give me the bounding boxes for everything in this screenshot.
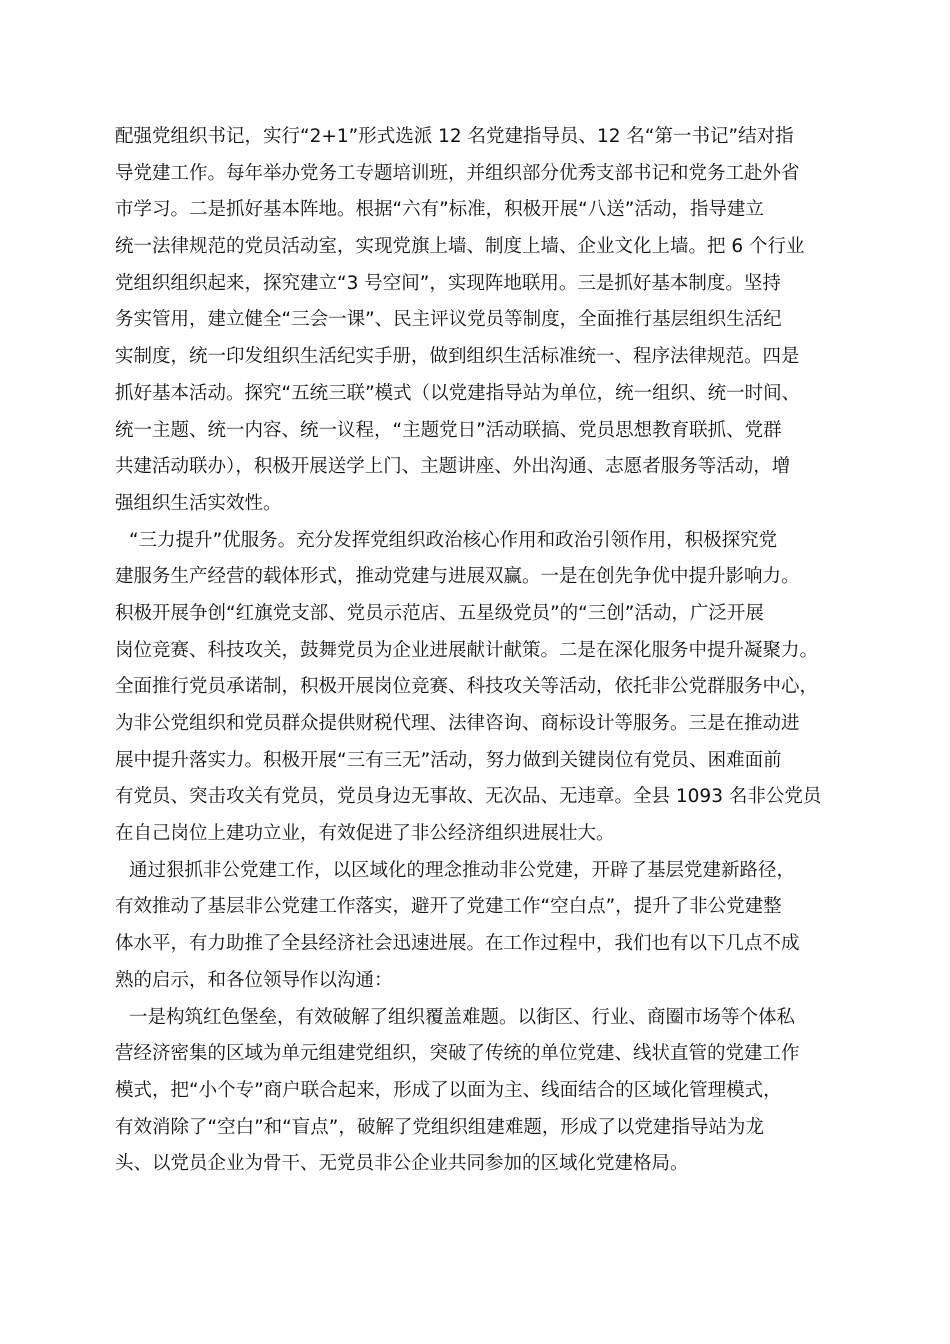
text-line: 导党建工作。每年举办党务工专题培训班，并组织部分优秀支部书记和党务工赴外省: [115, 162, 800, 184]
text-line: 熟的启示，和各位领导作以沟通：: [115, 969, 393, 991]
text-line: 展中提升落实力。积极开展“三有三无”活动，努力做到关键岗位有党员、困难面前: [115, 749, 782, 771]
text-line: 有党员、突击攻关有党员，党员身边无事故、无次品、无违章。全县 1093 名非公党员: [115, 786, 822, 808]
text-line: 党组织组织起来，探究建立“3 号空间”，实现阵地联用。三是抓好基本制度。坚持: [115, 272, 781, 294]
text-line: 营经济密集的区域为单元组建党组织，突破了传统的单位党建、线状直管的党建工作: [115, 1043, 800, 1065]
text-line: 市学习。二是抓好基本阵地。根据“六有”标准，积极开展“八送”活动，指导建立: [115, 199, 764, 221]
text-line: 实制度，统一印发组织生活纪实手册，做到组织生活标准统一、程序法律规范。四是: [115, 346, 800, 368]
text-line: 建服务生产经营的载体形式，推动党建与进展双赢。一是在创先争优中提升影响力。: [115, 566, 800, 588]
text-line: 模式，把“小个专”商户联合起来，形成了以面为主、线面结合的区域化管理模式，: [115, 1079, 782, 1101]
text-line: 岗位竞赛、科技攻关，鼓舞党员为企业进展献计献策。二是在深化服务中提升凝聚力。: [115, 639, 819, 661]
paragraph-first-line: “三力提升”优服务。充分发挥党组织政治核心作用和政治引领作用，积极探究党: [129, 529, 778, 551]
text-line: 抓好基本活动。探究“五统三联”模式（以党建指导站为单位，统一组织、统一时间、: [115, 382, 801, 404]
text-line: 统一主题、统一内容、统一议程，“主题党日”活动联搞、党员思想教育联抓、党群: [115, 419, 782, 441]
text-line: 务实管用，建立健全“三会一课”、民主评议党员等制度，全面推行基层组织生活纪: [115, 309, 782, 331]
text-line: 头、以党员企业为骨干、无党员非公企业共同参加的区域化党建格局。: [115, 1153, 689, 1175]
text-line: 在自己岗位上建功立业，有效促进了非公经济组织进展壮大。: [115, 823, 615, 845]
text-line: 体水平，有力助推了全县经济社会迅速进展。在工作过程中，我们也有以下几点不成: [115, 933, 800, 955]
paragraph-first-line: 通过狠抓非公党建工作，以区域化的理念推动非公党建，开辟了基层党建新路径，: [129, 859, 796, 881]
text-line: 有效消除了“空白”和“盲点”，破解了党组织组建难题，形成了以党建指导站为龙: [115, 1116, 764, 1138]
text-line: 共建活动联办），积极开展送学上门、主题讲座、外出沟通、志愿者服务等活动，增: [115, 456, 791, 478]
body-text: [115, 119, 840, 1183]
text-line: 统一法律规范的党员活动室，实现党旗上墙、制度上墙、企业文化上墙。把 6 个行业: [115, 236, 805, 258]
text-line: 为非公党组织和党员群众提供财税代理、法律咨询、商标设计等服务。三是在推动进: [115, 713, 800, 734]
paragraph-first-line: 一是构筑红色堡垒，有效破解了组织覆盖难题。以街区、行业、商圈市场等个体私: [129, 1006, 796, 1028]
text-line: 有效推动了基层非公党建工作落实，避开了党建工作“空白点”，提升了非公党建整: [115, 896, 782, 918]
text-line: 配强党组织书记，实行“2+1”形式选派 12 名党建指导员、12 名“第一书记”结对指: [115, 126, 794, 147]
text-line: 积极开展争创“红旗党支部、党员示范店、五星级党员”的“三创”活动，广泛开展: [115, 602, 764, 624]
text-line: 强组织生活实效性。: [115, 492, 282, 514]
text-line: 全面推行党员承诺制，积极开展岗位竞赛、科技攻关等活动，依托非公党群服务中心，: [115, 676, 819, 698]
